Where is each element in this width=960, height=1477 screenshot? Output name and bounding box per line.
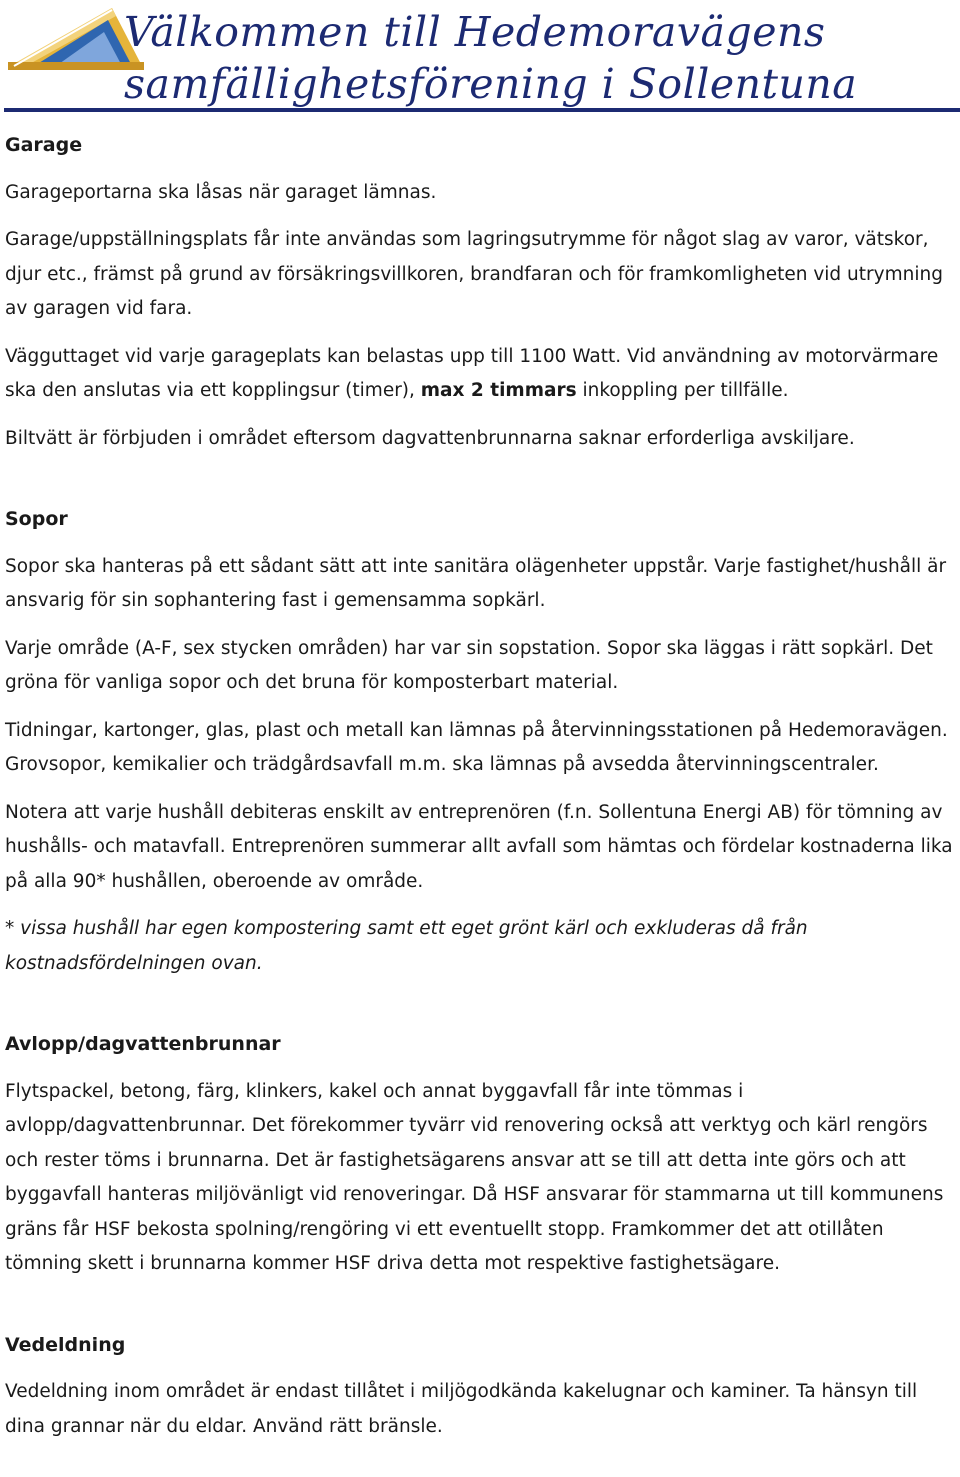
footnote-text: * vissa hushåll har egen kompostering samt ett eget grönt kärl och exkluderas då från kostnadsfördelningen ovan.	[5, 918, 808, 974]
garage-power-paragraph	[5, 340, 957, 409]
power-text-bold: max 2 timmars	[420, 380, 577, 401]
avlopp-paragraph: Flytspackel, betong, färg, klinkers, kakel och annat byggavfall får inte tömmas i avlopp/dagvattenbrunnar. Det förekommer tyvärr vid renovering också att verktyg och kärl rengörs och rester töms i brunnarna. Det är fastighetsägarens ansvar att se till att detta inte görs och att byggavfall hanteras miljövänligt vid renoveringar. Då HSF ansvarar för stammarna ut till kommunens gräns får HSF bekosta spolning/rengöring vi ett eventuellt stopp. Framkommer det att otillåten tömning skett i brunnarna kommer HSF driva detta mot respektive fastighetsägare.	[5, 1080, 944, 1274]
page-header	[0, 0, 960, 118]
garage-paragraph: Biltvätt är förbjuden i området eftersom dagvattenbrunnarna saknar erforderliga avskiljare.	[5, 427, 855, 449]
section-heading-avlopp: Avlopp/dagvattenbrunnar	[5, 1033, 281, 1055]
section-heading-vedeldning: Vedeldning	[5, 1333, 126, 1356]
association-logo	[4, 4, 144, 70]
sopor-footnote	[5, 912, 957, 981]
page-title	[124, 6, 857, 110]
sopor-paragraph: Sopor ska hanteras på ett sådant sätt att inte sanitära olägenheter uppstår. Varje fastighet/hushåll är ansvarig för sin sophantering fast i gemensamma sopkärl.	[5, 555, 947, 611]
vedeldning-paragraph: Vedeldning inom området är endast tillåtet i miljögodkända kakelugnar och kaminer. Ta hänsyn till dina grannar när du eldar. Använd rätt bränsle.	[5, 1381, 918, 1437]
power-text-before: Vägguttaget vid varje garageplats kan belastas upp till 1100 Watt. Vid användning av motorvärmare ska den anslutas via ett kopplingsur (timer),	[5, 345, 939, 401]
title-line-1: Välkommen till Hedemoravägens	[124, 8, 826, 56]
header-divider	[4, 108, 960, 112]
power-text-after: inkoppling per tillfälle.	[576, 380, 789, 401]
sopor-paragraph: Notera att varje hushåll debiteras enskilt av entreprenören (f.n. Sollentuna Energi AB) för tömning av hushålls- och matavfall. Entreprenören summerar allt avfall som hämtas och fördelar kostnaderna lika på alla 90* hushållen, oberoende av område.	[5, 801, 953, 892]
title-line-2: samfällighetsförening i Sollentuna	[124, 60, 858, 108]
sopor-paragraph: Varje område (A-F, sex stycken områden) har var sin sopstation. Sopor ska läggas i rätt sopkärl. Det gröna för vanliga sopor och det bruna för komposterbart material.	[5, 637, 933, 693]
sopor-paragraph: Tidningar, kartonger, glas, plast och metall kan lämnas på återvinningsstationen på Hedemoravägen. Grovsopor, kemikalier och trädgårdsavfall m.m. ska lämnas på avsedda återvinningscentraler.	[5, 719, 948, 775]
garage-paragraph: Garageportarna ska låsas när garaget lämnas.	[5, 181, 437, 203]
garage-paragraph: Garage/uppställningsplats får inte användas som lagringsutrymme för något slag av varor, vätskor, djur etc., främst på grund av försäkringsvillkoren, brandfaran och för framkomligheten vid utrymning av garagen vid fara.	[5, 229, 943, 319]
section-heading-garage: Garage	[5, 134, 83, 156]
section-heading-sopor: Sopor	[5, 508, 68, 530]
main-content	[5, 128, 957, 1444]
